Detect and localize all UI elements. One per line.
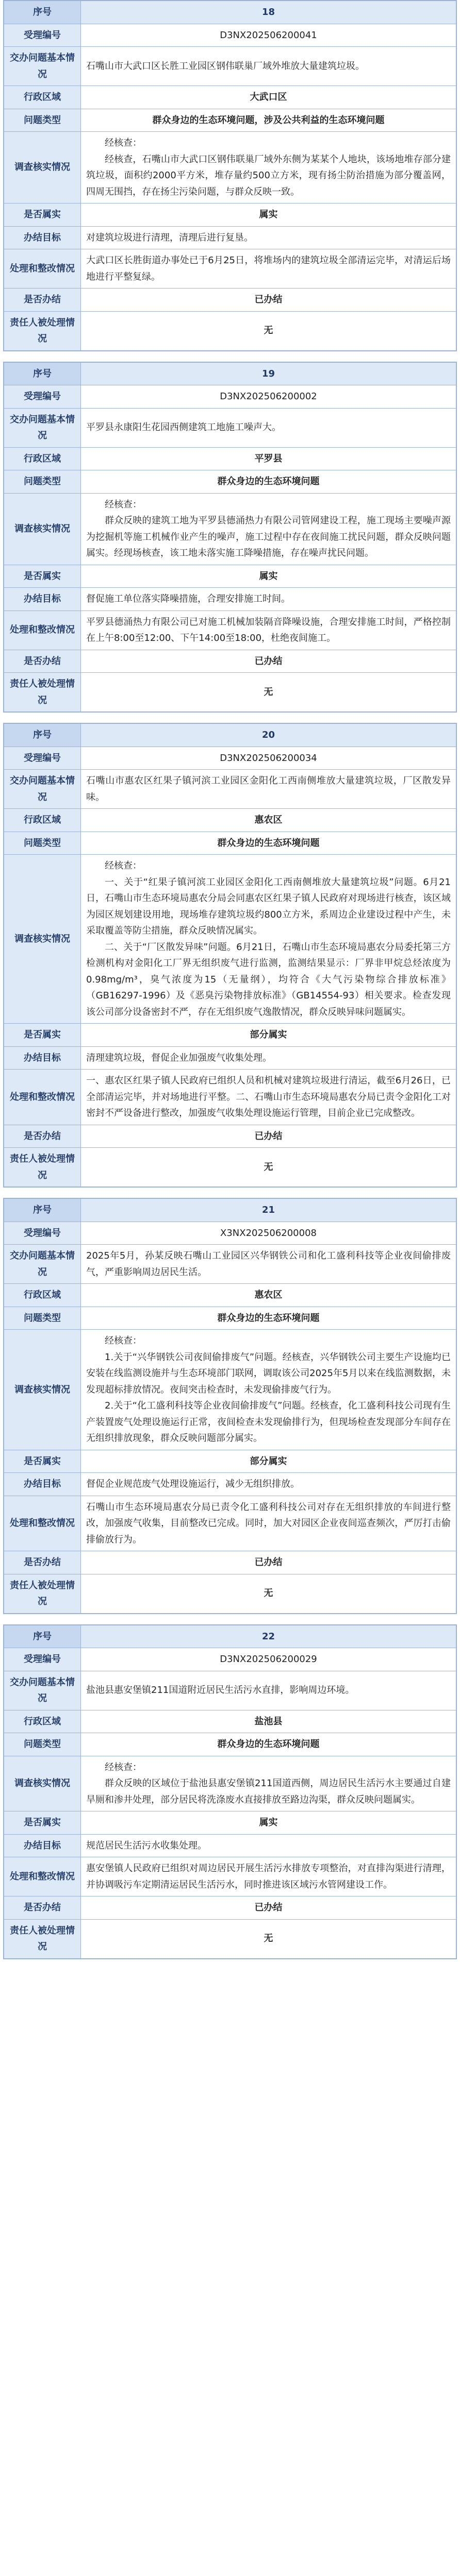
field-value-district: 盐池县 <box>81 1710 456 1733</box>
field-label: 处理和整改情况 <box>4 611 81 650</box>
investigation-paragraph: 经核查： <box>105 860 142 871</box>
field-value-seq: 21 <box>81 1199 456 1222</box>
investigation-paragraph: 1.关于“兴华钢铁公司夜间偷排废气”问题。经核查，兴华钢铁公司主要生产设施均已安装在线监测设施并与生态环境部门联网，调取该公司2025年5月以来在线监测数据，未发现超标排放情况。夜间突击检查时，未发现偷排废气行为。 <box>86 1351 451 1395</box>
record-card <box>3 362 457 713</box>
field-value-district: 惠农区 <box>81 1284 456 1307</box>
row-is-closed <box>4 650 456 673</box>
field-value-is-true: 属实 <box>81 1811 456 1835</box>
field-value-rectification: 大武口区长胜街道办事处已于6月25日，将堆场内的建筑垃圾全部清运完毕，对清运后场地进行平整复绿。 <box>81 249 456 289</box>
row-rectification <box>4 1857 456 1896</box>
row-problem-type <box>4 470 456 494</box>
row-is-true <box>4 1811 456 1835</box>
row-basic-info <box>4 408 456 447</box>
row-seq <box>4 1 456 24</box>
row-district <box>4 447 456 470</box>
investigation-paragraph: 二、关于“厂区散发异味”问题。6月21日，石嘴山市生态环境局惠农分局委托第三方检测机构对金阳化工厂界无组织废气进行监测，监测结果显示：厂界非甲烷总烃浓度为0.98mg/m³，臭气浓度为15（无量纲），均符合《大气污染物综合排放标准》（GB16297-1996）及《恶臭污染物排放标准》（GB14554-93）相关要求。检查发现该公司部分设备密封不严，存在无组织废气逸散情况，群众反映异味问题属实。 <box>86 941 451 1018</box>
row-is-closed <box>4 289 456 312</box>
row-is-true <box>4 1450 456 1473</box>
field-label: 是否属实 <box>4 1811 81 1835</box>
row-accountability <box>4 1574 456 1613</box>
row-receipt-no <box>4 385 456 409</box>
field-value-is-true: 部分属实 <box>81 1450 456 1473</box>
field-value-receipt-no: D3NX202506200034 <box>81 747 456 770</box>
field-value-result: 督促企业规范废气处理设施运行，减少无组织排放。 <box>81 1473 456 1496</box>
field-label: 是否办结 <box>4 289 81 312</box>
row-receipt-no <box>4 1222 456 1245</box>
field-value-rectification: 平罗县德涌热力有限公司已对施工机械加装隔音降噪设施，合理安排施工时间，严格控制在上午8:00至12:00、下午14:00至18:00，杜绝夜间施工。 <box>81 611 456 650</box>
field-label: 受理编号 <box>4 24 81 47</box>
field-label: 是否办结 <box>4 1125 81 1148</box>
field-label: 序号 <box>4 1199 81 1222</box>
row-seq <box>4 724 456 747</box>
investigation-paragraph: 2.关于“化工盛利科技等企业夜间偷排废气”问题。经核查，化工盛利科技公司现有生产装置废气处理设施运行正常，夜间检查未发现偷排行为，但现场检查发现部分车间存在无组织排放现象，群众反映问题部分属实。 <box>86 1400 451 1444</box>
row-problem-type <box>4 1733 456 1756</box>
field-value-accountability: 无 <box>81 673 456 712</box>
field-label: 办结目标 <box>4 1473 81 1496</box>
row-district <box>4 809 456 832</box>
field-value-problem-type: 群众身边的生态环境问题 <box>81 1307 456 1330</box>
field-value-receipt-no: X3NX202506200008 <box>81 1222 456 1245</box>
field-value-rectification: 石嘴山市生态环境局惠农分局已责令化工盛利科技公司对存在无组织排放的车间进行整改，加强废气收集，目前整改已完成。同时，加大对园区企业夜间巡查频次，严厉打击偷排偷放行为。 <box>81 1496 456 1551</box>
field-label: 序号 <box>4 362 81 385</box>
field-value-result: 清理建筑垃圾，督促企业加强废气收集处理。 <box>81 1046 456 1070</box>
field-label: 办结目标 <box>4 226 81 249</box>
field-value-district: 大武口区 <box>81 86 456 109</box>
field-value-district: 平罗县 <box>81 447 456 470</box>
field-label: 问题类型 <box>4 1307 81 1330</box>
row-accountability <box>4 673 456 712</box>
row-investigation <box>4 1756 456 1811</box>
field-label: 调查核实情况 <box>4 1330 81 1450</box>
row-result <box>4 1834 456 1857</box>
row-rectification <box>4 611 456 650</box>
field-value-seq: 19 <box>81 362 456 385</box>
field-value-rectification: 惠安堡镇人民政府已组织对周边居民开展生活污水排放专项整治，对直排沟渠进行清理，并协调吸污车定期清运居民生活污水，同时推进该区域污水管网建设工作。 <box>81 1857 456 1896</box>
field-label: 交办问题基本情况 <box>4 770 81 809</box>
field-label: 交办问题基本情况 <box>4 47 81 86</box>
field-label: 受理编号 <box>4 1648 81 1671</box>
investigation-paragraph: 群众反映的区域位于盐池县惠安堡镇211国道西侧，周边居民生活污水主要通过自建旱厕和渗井处理，部分居民将洗涤废水直接排放至路边沟渠，群众反映问题属实。 <box>86 1778 451 1805</box>
row-investigation <box>4 493 456 565</box>
field-label: 是否属实 <box>4 1024 81 1047</box>
field-label: 受理编号 <box>4 385 81 409</box>
field-value-receipt-no: D3NX202506200041 <box>81 24 456 47</box>
row-receipt-no <box>4 747 456 770</box>
field-label: 调查核实情况 <box>4 855 81 1024</box>
field-value-problem-type: 群众身边的生态环境问题 <box>81 1733 456 1756</box>
field-value-is-closed: 已办结 <box>81 1125 456 1148</box>
field-value-receipt-no: D3NX202506200002 <box>81 385 456 409</box>
row-is-closed <box>4 1125 456 1148</box>
field-label: 处理和整改情况 <box>4 1070 81 1125</box>
row-problem-type <box>4 109 456 132</box>
field-value-is-true: 属实 <box>81 565 456 588</box>
field-label: 责任人被处理情况 <box>4 673 81 712</box>
field-label: 调查核实情况 <box>4 132 81 204</box>
row-is-closed <box>4 1551 456 1574</box>
field-label: 行政区域 <box>4 86 81 109</box>
field-value-basic-info: 石嘴山市惠农区红果子镇河滨工业园区金阳化工西南侧堆放大量建筑垃圾，厂区散发异味。 <box>81 770 456 809</box>
field-label: 办结目标 <box>4 1834 81 1857</box>
field-label: 序号 <box>4 1625 81 1648</box>
field-value-is-closed: 已办结 <box>81 650 456 673</box>
row-accountability <box>4 1919 456 1958</box>
field-value-investigation <box>81 132 456 204</box>
field-value-basic-info: 石嘴山市大武口区长胜工业园区钢伟联巢厂域外堆放大量建筑垃圾。 <box>81 47 456 86</box>
field-value-basic-info: 2025年5月，孙某反映石嘴山工业园区兴华钢铁公司和化工盛利科技等企业夜间偷排废气，严重影响周边居民生活。 <box>81 1245 456 1284</box>
field-label: 序号 <box>4 1 81 24</box>
row-basic-info <box>4 770 456 809</box>
field-label: 是否办结 <box>4 650 81 673</box>
row-investigation <box>4 855 456 1024</box>
row-basic-info <box>4 1671 456 1710</box>
row-basic-info <box>4 47 456 86</box>
investigation-paragraph: 经核查，石嘴山市大武口区钢伟联巢厂域外东侧为某某个人地块，该场地堆存部分建筑垃圾，面积约2000平方米，堆存量约500立方米，现有扬尘防治措施为部分覆盖网，四周无围挡，存在扬尘污染问题，与群众反映一致。 <box>86 154 451 197</box>
investigation-paragraph: 群众反映的建筑工地为平罗县德涌热力有限公司管网建设工程，施工现场主要噪声源为挖掘机等施工机械作业产生的噪声，施工过程中存在夜间施工扰民问题，群众反映问题属实。经现场核查，该工地未落实施工降噪措施，存在噪声扰民问题。 <box>86 515 451 558</box>
field-value-problem-type: 群众身边的生态环境问题 <box>81 832 456 855</box>
field-value-investigation <box>81 1756 456 1811</box>
investigation-paragraph: 经核查： <box>105 499 142 510</box>
field-value-rectification: 一、惠农区红果子镇人民政府已组织人员和机械对建筑垃圾进行清运，截至6月26日，已全部清运完毕，并对场地进行平整。二、石嘴山市生态环境局惠农分局已责令金阳化工对密封不严设备进行整改，加强废气收集处理设施运行管理，目前企业已完成整改。 <box>81 1070 456 1125</box>
field-label: 处理和整改情况 <box>4 1857 81 1896</box>
field-value-problem-type: 群众身边的生态环境问题，涉及公共利益的生态环境问题 <box>81 109 456 132</box>
row-is-true <box>4 565 456 588</box>
field-label: 责任人被处理情况 <box>4 1919 81 1958</box>
field-value-is-closed: 已办结 <box>81 289 456 312</box>
row-receipt-no <box>4 24 456 47</box>
field-label: 行政区域 <box>4 809 81 832</box>
row-accountability <box>4 1148 456 1187</box>
row-is-closed <box>4 1896 456 1920</box>
row-district <box>4 86 456 109</box>
field-value-seq: 22 <box>81 1625 456 1648</box>
record-table <box>4 362 456 713</box>
field-value-district: 惠农区 <box>81 809 456 832</box>
field-label: 责任人被处理情况 <box>4 1574 81 1613</box>
field-value-is-closed: 已办结 <box>81 1896 456 1920</box>
field-label: 问题类型 <box>4 109 81 132</box>
field-label: 问题类型 <box>4 832 81 855</box>
field-label: 行政区域 <box>4 1710 81 1733</box>
field-value-result: 督促施工单位落实降噪措施，合理安排施工时间。 <box>81 588 456 611</box>
row-result <box>4 226 456 249</box>
field-label: 是否属实 <box>4 204 81 227</box>
field-label: 责任人被处理情况 <box>4 1148 81 1187</box>
field-label: 问题类型 <box>4 1733 81 1756</box>
row-seq <box>4 1199 456 1222</box>
field-label: 受理编号 <box>4 1222 81 1245</box>
field-value-is-true: 部分属实 <box>81 1024 456 1047</box>
record-card <box>3 0 457 351</box>
field-label: 交办问题基本情况 <box>4 1671 81 1710</box>
record-table <box>4 1198 456 1614</box>
investigation-paragraph: 经核查： <box>105 1335 142 1346</box>
field-label: 处理和整改情况 <box>4 249 81 289</box>
row-is-true <box>4 1024 456 1047</box>
field-label: 是否办结 <box>4 1551 81 1574</box>
row-basic-info <box>4 1245 456 1284</box>
investigation-paragraph: 经核查： <box>105 138 142 148</box>
row-rectification <box>4 1496 456 1551</box>
row-result <box>4 1046 456 1070</box>
row-result <box>4 1473 456 1496</box>
field-label: 是否属实 <box>4 565 81 588</box>
row-district <box>4 1284 456 1307</box>
row-investigation <box>4 1330 456 1450</box>
field-value-result: 对建筑垃圾进行清理，清理后进行复垦。 <box>81 226 456 249</box>
record-table <box>4 723 456 1187</box>
record-card <box>3 1198 457 1614</box>
row-result <box>4 588 456 611</box>
row-is-true <box>4 204 456 227</box>
field-label: 行政区域 <box>4 1284 81 1307</box>
field-value-result: 规范居民生活污水收集处理。 <box>81 1834 456 1857</box>
field-value-accountability: 无 <box>81 1574 456 1613</box>
field-value-basic-info: 平罗县永康阳生花园西侧建筑工地施工噪声大。 <box>81 408 456 447</box>
row-accountability <box>4 311 456 350</box>
field-label: 责任人被处理情况 <box>4 311 81 350</box>
field-label: 办结目标 <box>4 588 81 611</box>
field-value-accountability: 无 <box>81 1919 456 1958</box>
field-value-is-closed: 已办结 <box>81 1551 456 1574</box>
field-label: 处理和整改情况 <box>4 1496 81 1551</box>
field-label: 交办问题基本情况 <box>4 1245 81 1284</box>
row-problem-type <box>4 832 456 855</box>
row-problem-type <box>4 1307 456 1330</box>
row-rectification <box>4 249 456 289</box>
field-label: 行政区域 <box>4 447 81 470</box>
field-label: 序号 <box>4 724 81 747</box>
row-seq <box>4 362 456 385</box>
investigation-paragraph: 一、关于“红果子镇河滨工业园区金阳化工西南侧堆放大量建筑垃圾”问题。6月21日，石嘴山市生态环境局惠农分局会同惠农区红果子镇人民政府对现场进行核查，该区域为园区规划建设用地，现场堆存建筑垃圾约800立方米，系周边企业建设过程中产生，未采取覆盖等防尘措施，群众反映情况属实。 <box>86 876 451 936</box>
record-card <box>3 1624 457 1959</box>
field-value-accountability: 无 <box>81 1148 456 1187</box>
field-label: 是否属实 <box>4 1450 81 1473</box>
field-value-basic-info: 盐池县惠安堡镇211国道附近居民生活污水直排，影响周边环境。 <box>81 1671 456 1710</box>
record-card <box>3 723 457 1188</box>
field-value-seq: 18 <box>81 1 456 24</box>
field-value-receipt-no: D3NX202506200029 <box>81 1648 456 1671</box>
field-value-seq: 20 <box>81 724 456 747</box>
row-seq <box>4 1625 456 1648</box>
field-value-is-true: 属实 <box>81 204 456 227</box>
field-label: 受理编号 <box>4 747 81 770</box>
investigation-paragraph: 经核查： <box>105 1761 142 1773</box>
record-table <box>4 1 456 351</box>
row-receipt-no <box>4 1648 456 1671</box>
record-table <box>4 1625 456 1959</box>
field-label: 调查核实情况 <box>4 493 81 565</box>
field-value-investigation <box>81 855 456 1024</box>
field-label: 问题类型 <box>4 470 81 494</box>
row-investigation <box>4 132 456 204</box>
field-value-investigation <box>81 1330 456 1450</box>
field-label: 交办问题基本情况 <box>4 408 81 447</box>
field-value-investigation <box>81 493 456 565</box>
row-district <box>4 1710 456 1733</box>
field-label: 是否办结 <box>4 1896 81 1920</box>
field-value-accountability: 无 <box>81 311 456 350</box>
field-label: 办结目标 <box>4 1046 81 1070</box>
row-rectification <box>4 1070 456 1125</box>
field-value-problem-type: 群众身边的生态环境问题 <box>81 470 456 494</box>
field-label: 调查核实情况 <box>4 1756 81 1811</box>
